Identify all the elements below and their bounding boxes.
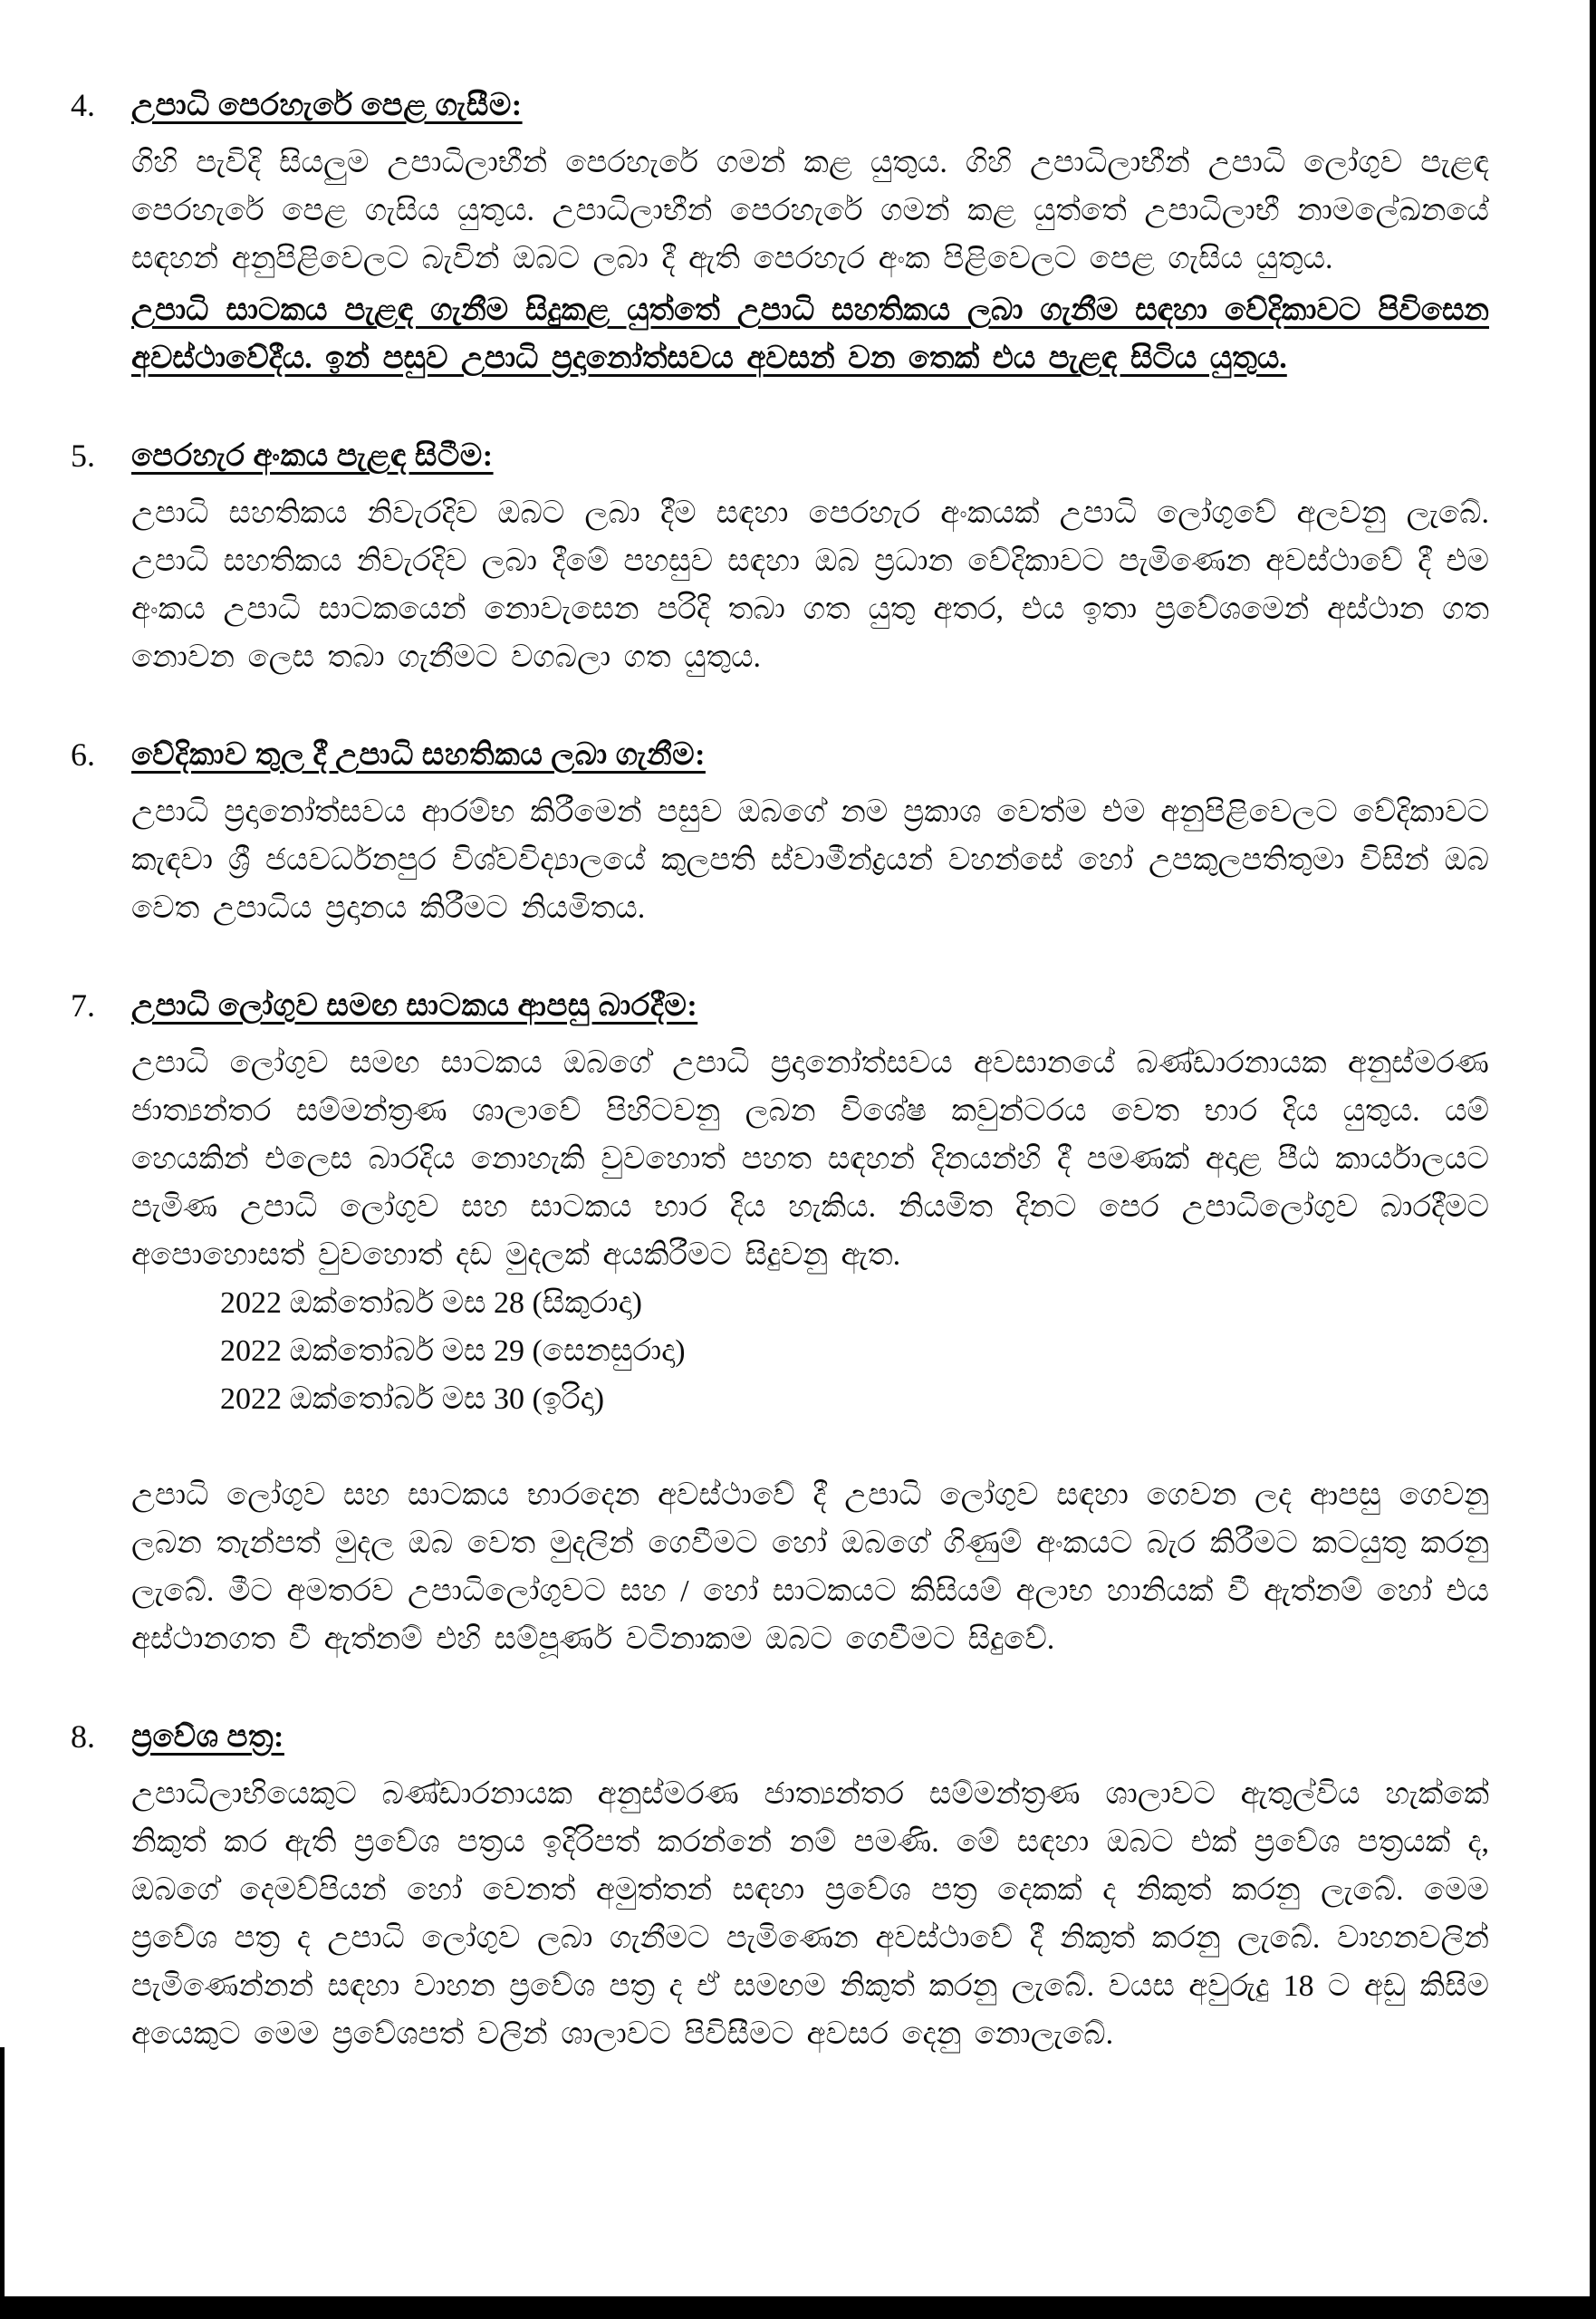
- section-7-number: 7.: [71, 987, 95, 1024]
- scan-border-bottom: [0, 2296, 1596, 2319]
- section-4: [71, 82, 1489, 382]
- section-5-heading: පෙරහැර අංකය පැළඳ සිටීම:: [131, 439, 494, 473]
- section-4-number: 4.: [71, 87, 95, 123]
- section-4-heading: උපාධි පෙරහැරේ පෙළ ගැසීම:: [131, 89, 523, 122]
- section-4-paragraph: ගිහි පැවිදි සියලුම උපාධිලාභීන් පෙරහැරේ ගමන් කළ යුතුය. ගිහි උපාධිලාභීන් උපාධි ලෝගුව පැළඳ පෙරහැරේ පෙළ ගැසිය යුතුය. උපාධිලාභීන් පෙරහැරේ ගමන් කළ යුත්තේ උපාධිලාභී නාමලේඛනයේ සඳහන් අනුපිළිවෙලට බැවින් ඔබට ලබා දී ඇති පෙරහැර අංක පිළිවෙලට පෙළ ගැසිය යුතුය.: [131, 146, 1489, 275]
- section-8-number: 8.: [71, 1718, 95, 1755]
- section-6: [71, 731, 1489, 932]
- section-8-heading: ප්‍රවේශ පත්‍ර:: [131, 1720, 284, 1754]
- section-7-content: [131, 982, 1489, 1663]
- section-5-number: 5.: [71, 438, 95, 474]
- section-6-content: [131, 731, 1489, 932]
- section-6-number: 6.: [71, 736, 95, 773]
- section-7-heading: උපාධි ලෝගුව සමඟ සාටකය ආපසු බාරදීම:: [131, 989, 698, 1023]
- section-4-content: [131, 82, 1489, 382]
- section-5-content: [131, 432, 1489, 681]
- section-6-paragraph: උපාධි ප්‍රදානෝත්සවය ආරම්භ කිරීමෙන් පසුව ඔබගේ නම ප්‍රකාශ වෙත්ම එම අනුපිළිවෙලට වේදිකාවට කැඳවා ශ්‍රී ජයවර්ධනපුර විශ්වවිද්‍යාලයේ කුලපති ස්වාමීන්ද්‍රයන් වහන්සේ හෝ උපකුලපතිතුමා විසින් ඔබ වෙත උපාධිය ප්‍රදානය කිරීමට නියමිතය.: [131, 795, 1489, 925]
- section-4-emphasis-paragraph: උපාධි සාටකය පැළඳ ගැනීම සිදුකළ යුත්තේ උපාධි සහතිකය ලබා ගැනීම සඳහා වේදිකාවට පිවිසෙන අවස්ථාවේදීය. ඉන් පසුව උපාධි ප්‍රදානෝත්සවය අවසන් වන තෙක් එය පැළඳ සිටිය යුතුය.: [131, 293, 1489, 375]
- section-5-paragraph: උපාධි සහතිකය නිවැරදිව ඔබට ලබා දීම සඳහා පෙරහැර අංකයක් උපාධි ලෝගුවේ අලවනු ලැබේ. උපාධි සහතිකය නිවැරදිව ලබා දීමේ පහසුව සඳහා ඔබ ප්‍රධාන වේදිකාවට පැමිණෙන අවස්ථාවේ දී එම අංකය උපාධි සාටකයෙන් නොවැසෙන පරිදි තබා ගත යුතු අතර, එය ඉතා ප්‍රවේශමෙන් අස්ථාන ගත නොවන ලෙස තබා ගැනීමට වගබලා ගත යුතුය.: [131, 496, 1489, 674]
- return-date-2: 2022 ඔක්තෝබර් මස 29 (සෙනසුරාදා): [220, 1334, 686, 1368]
- section-7-paragraph-2: උපාධි ලෝගුව සහ සාටකය භාරදෙන අවස්ථාවේ දී උපාධි ලෝගුව සඳහා ගෙවන ලද ආපසු ගෙවනු ලබන තැන්පත් මුදල ඔබ වෙත මුදලින් ගෙවීමට හෝ ඔබගේ ගිණුම් අංකයට බැර කිරීමට කටයුතු කරනු ලැබේ. මීට අමතරව උපාධිලෝගුවට සහ / හෝ සාටකයට කිසියම් අලාභ හානියක් වී ඇත්නම් හෝ එය අස්ථානගත වී ඇත්නම් එහි සම්පූර්ණ වටිනාකම ඔබට ගෙවීමට සිදුවේ.: [131, 1478, 1489, 1656]
- section-7: [71, 982, 1489, 1663]
- section-7-paragraph: උපාධි ලෝගුව සමඟ සාටකය ඔබගේ උපාධි ප්‍රදානෝත්සවය අවසානයේ බණ්ඩාරනායක අනුස්මරණ ජාත්‍යන්තර සම්මන්ත්‍රණ ශාලාවේ පිහිටවනු ලබන විශේෂ කවුන්ටරය වෙත භාර දිය යුතුය. යම් හෙයකින් එලෙස බාරදිය නොහැකි වුවහොත් පහත සඳහන් දිනයන්හි දී පමණක් අදාළ පීඨ කාර්යාලයට පැමිණ උපාධි ලෝගුව සහ සාටකය භාර දිය හැකිය. නියමිත දිනට පෙර උපාධිලෝගුව බාරදීමට අපොහොසත් වුවහොත් දඩ මුදලක් අයකිරීමට සිදුවනු ඇත.: [131, 1046, 1489, 1272]
- section-8-paragraph: උපාධිලාභියෙකුට බණ්ඩාරනායක අනුස්මරණ ජාත්‍යන්තර සම්මන්ත්‍රණ ශාලාවට ඇතුල්විය හැක්කේ නිකුත් කර ඇති ප්‍රවේශ පත්‍රය ඉදිරිපත් කරන්නේ නම් පමණි. මේ සඳහා ඔබට එක් ප්‍රවේශ පත්‍රයක් ද, ඔබගේ දෙමව්පියන් හෝ වෙනත් අමුත්තන් සඳහා ප්‍රවේශ පත්‍ර දෙකක් ද නිකුත් කරනු ලැබේ. මෙම ප්‍රවේශ පත්‍ර ද උපාධි ලෝගුව ලබා ගැනීමට පැමිණෙන අවස්ථාවේ දී නිකුත් කරනු ලැබේ. වාහනවලින් පැමිණෙන්නන් සඳහා වාහන ප්‍රවේශ පත්‍ර ද ඒ සමඟම නිකුත් කරනු ලැබේ. වයස අවුරුදු 18 ට අඩු කිසිම අයෙකුට මෙම ප්‍රවේශපත් වලින් ශාලාවට පිවිසීමට අවසර දෙනු නොලැබේ.: [131, 1777, 1489, 2051]
- section-8: [71, 1713, 1489, 2058]
- return-date-1: 2022 ඔක්තෝබර් මස 28 (සිකුරාදා): [220, 1286, 643, 1320]
- scan-border-left: [0, 2047, 5, 2319]
- scan-border-right: [1590, 0, 1596, 2319]
- document-body: [71, 82, 1489, 2108]
- section-8-content: [131, 1713, 1489, 2058]
- section-5: [71, 432, 1489, 681]
- section-6-heading: වේදිකාව තුල දී උපාධි සහතිකය ලබා ගැනීම:: [131, 738, 706, 772]
- return-date-3: 2022 ඔක්තෝබර් මස 30 (ඉරිදා): [220, 1382, 605, 1416]
- return-dates-list: [131, 1279, 1489, 1423]
